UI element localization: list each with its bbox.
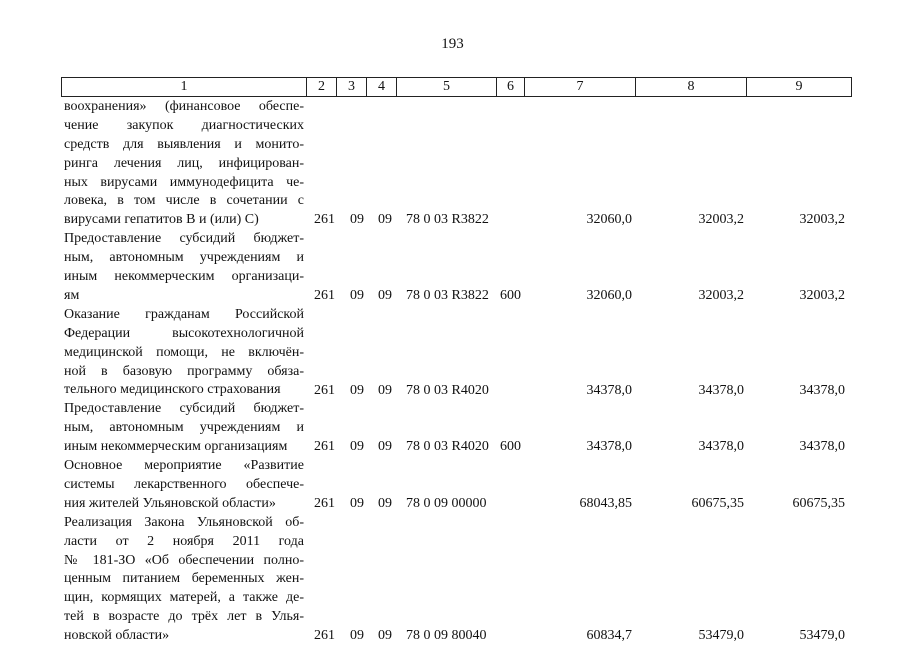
cell-c2: 261 (314, 628, 335, 644)
cell-c4: 09 (378, 495, 392, 511)
header-col-1: 1 (61, 78, 306, 96)
description-line: № 181-ЗО «Об обеспечении полно- (64, 552, 304, 568)
cell-c3: 09 (350, 382, 364, 398)
cell-c8: 60675,35 (691, 495, 744, 511)
description-line: Предоставление субсидий бюджет- (64, 401, 304, 417)
description-line: ринга лечения лиц, инфицирован- (64, 155, 304, 171)
description-line: воохранения» (финансовое обеспе- (64, 99, 304, 114)
header-col-5: 5 (396, 78, 496, 96)
description-line: ным, автономным учреждениям и (64, 420, 304, 436)
description-line: медицинской помощи, не включён- (64, 344, 304, 360)
header-col-6: 6 (496, 78, 524, 96)
cell-c2: 261 (314, 439, 335, 455)
description-line: иным некоммерческим организациям (64, 439, 288, 455)
cell-c5: 78 0 03 R4020 (406, 382, 489, 398)
cell-c3: 09 (350, 288, 364, 303)
cell-c8: 34378,0 (698, 439, 744, 455)
row-description (64, 457, 304, 514)
cell-c3: 09 (350, 628, 364, 644)
description-line: Основное мероприятие «Развитие (64, 458, 304, 474)
description-line: ной в базовую программу обяза- (64, 363, 304, 379)
cell-c2: 261 (314, 382, 335, 398)
cell-c8: 53479,0 (698, 628, 744, 644)
description-line: ценным питанием беременных жен- (64, 571, 304, 587)
row-description (64, 230, 304, 306)
header-col-4: 4 (366, 78, 396, 96)
description-line: средств для выявления и монито- (64, 136, 304, 152)
cell-c7: 34378,0 (586, 382, 632, 398)
cell-c7: 68043,85 (579, 495, 632, 511)
description-line: чение закупок диагностических (64, 117, 304, 133)
description-line: ласти от 2 ноября 2011 года (64, 533, 304, 549)
description-line: тельного медицинского страхования (64, 382, 281, 398)
table-header (61, 77, 852, 97)
cell-c9: 32003,2 (799, 212, 845, 228)
cell-c9: 34378,0 (799, 439, 845, 455)
cell-c5: 78 0 03 R3822 (406, 288, 489, 303)
header-col-9: 9 (746, 78, 852, 96)
cell-c2: 261 (314, 288, 335, 303)
cell-c8: 34378,0 (698, 382, 744, 398)
cell-c3: 09 (350, 439, 364, 455)
header-col-3: 3 (336, 78, 366, 96)
description-line: вирусами гепатитов B и (или) C) (64, 212, 259, 228)
row-description (64, 98, 304, 230)
description-line: Федерации высокотехнологичной (64, 325, 304, 341)
cell-c9: 53479,0 (799, 628, 845, 644)
cell-c7: 32060,0 (586, 288, 632, 303)
cell-c6: 600 (500, 288, 521, 303)
cell-c7: 60834,7 (586, 628, 632, 644)
description-line: системы лекарственного обеспече- (64, 476, 304, 492)
header-col-2: 2 (306, 78, 336, 96)
description-line: Оказание гражданам Российской (64, 306, 304, 322)
cell-c7: 32060,0 (586, 212, 632, 228)
cell-c4: 09 (378, 439, 392, 455)
cell-c2: 261 (314, 495, 335, 511)
description-line: ным, автономным учреждениям и (64, 250, 304, 266)
cell-c5: 78 0 09 00000 (406, 495, 487, 511)
cell-c7: 34378,0 (586, 439, 632, 455)
cell-c2: 261 (314, 212, 335, 228)
cell-c3: 09 (350, 495, 364, 511)
row-description (64, 306, 304, 400)
cell-c9: 60675,35 (792, 495, 845, 511)
description-line: тей в возрасте до трёх лет в Улья- (64, 609, 304, 625)
cell-c6: 600 (500, 439, 521, 455)
description-line: иным некоммерческим организаци- (64, 269, 304, 285)
cell-c8: 32003,2 (698, 212, 744, 228)
description-line: щин, кормящих матерей, а также де- (64, 590, 304, 606)
row-description (64, 400, 304, 457)
cell-c4: 09 (378, 628, 392, 644)
cell-c5: 78 0 09 80040 (406, 628, 487, 644)
description-line: Предоставление субсидий бюджет- (64, 231, 304, 247)
row-description (64, 514, 304, 646)
cell-c4: 09 (378, 212, 392, 228)
page-number: 193 (441, 36, 464, 52)
description-line: ловека, в том числе в сочетании с (64, 193, 304, 209)
description-line: новской области» (64, 628, 170, 644)
cell-c4: 09 (378, 288, 392, 303)
header-col-7: 7 (524, 78, 635, 96)
cell-c8: 32003,2 (698, 288, 744, 303)
cell-c3: 09 (350, 212, 364, 228)
header-col-8: 8 (635, 78, 746, 96)
description-line: ям (64, 287, 80, 303)
description-line: ния жителей Ульяновской области» (64, 495, 276, 511)
description-line: Реализация Закона Ульяновской об- (64, 514, 304, 530)
cell-c5: 78 0 03 R3822 (406, 212, 489, 228)
cell-c5: 78 0 03 R4020 (406, 439, 489, 455)
cell-c9: 34378,0 (799, 382, 845, 398)
cell-c9: 32003,2 (799, 288, 845, 303)
cell-c4: 09 (378, 382, 392, 398)
description-line: ных вирусами иммунодефицита че- (64, 174, 304, 190)
